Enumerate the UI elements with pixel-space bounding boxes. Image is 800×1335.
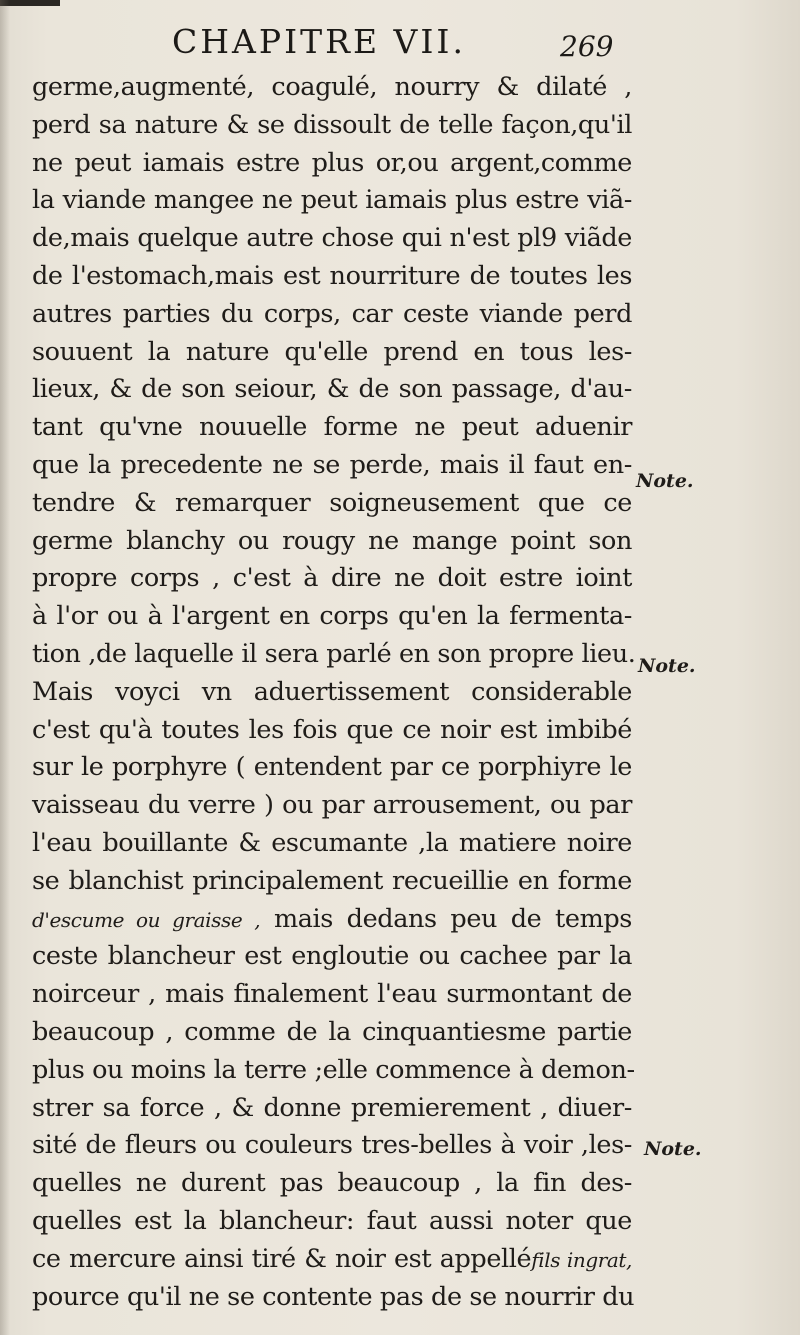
- text-line: ne peut iamais estre plus or,ou argent,comme: [32, 147, 632, 178]
- text-line: lieux, & de son seiour, & de son passage, d'au-: [32, 374, 632, 405]
- text-line: sité de fleurs ou couleurs tres-belles à voir ,les-: [32, 1130, 632, 1161]
- text-line: [32, 901, 632, 939]
- text-line: perd sa nature & se dissoult de telle façon,qu'il: [32, 109, 632, 140]
- margin-note: Note.: [638, 655, 696, 677]
- text-line: plus ou moins la terre ;elle commence à demon-: [32, 1054, 635, 1085]
- text-line: tant qu'vne nouuelle forme ne peut aduenir: [32, 412, 632, 443]
- text-line: de,mais quelque autre chose qui n'est pl9 viãde: [32, 223, 632, 254]
- text-line: vaisseau du verre ) ou par arrousement, ou par: [32, 790, 632, 821]
- gutter-shadow: [0, 0, 10, 1335]
- text-line: propre corps , c'est à dire ne doit estre ioint: [32, 563, 632, 594]
- text-line: quelles ne durent pas beaucoup , la fin des-: [32, 1168, 632, 1199]
- text-line: à l'or ou à l'argent en corps qu'en la fermenta-: [32, 601, 632, 632]
- text-line: l'eau bouillante & escumante ,la matiere noire: [32, 827, 632, 858]
- italic-phrase: fils ingrat,: [531, 1247, 632, 1272]
- text-line: tion ,de laquelle il sera parlé en son propre lieu.: [32, 638, 636, 669]
- text-line-start: ce mercure ainsi tiré & noir est appellé: [32, 1243, 532, 1274]
- text-line: ceste blancheur est engloutie ou cachee par la: [32, 941, 632, 972]
- text-line: strer sa force , & donne premierement , diuer-: [32, 1092, 632, 1123]
- text-line: Mais voyci vn aduertissement considerable: [32, 676, 632, 707]
- text-line: souuent la nature qu'elle prend en tous les-: [32, 336, 632, 367]
- text-line: c'est qu'à toutes les fois que ce noir est imbibé: [32, 714, 632, 745]
- text-line: germe blanchy ou rougy ne mange point son: [32, 525, 632, 556]
- text-line: de l'estomach,mais est nourriture de toutes les: [32, 260, 632, 291]
- page-number: 269: [560, 30, 614, 63]
- text-line: tendre & remarquer soigneusement que ce: [32, 487, 632, 518]
- margin-note: Note.: [636, 470, 694, 492]
- text-line: la viande mangee ne peut iamais plus estre viã-: [32, 185, 632, 216]
- italic-phrase: d'escume ou graisse ,: [32, 907, 261, 932]
- text-line: autres parties du corps, car ceste viande perd: [32, 298, 632, 329]
- text-line: beaucoup , comme de la cinquantiesme partie: [32, 1016, 632, 1047]
- text-line: [32, 1241, 632, 1279]
- margin-note: Note.: [644, 1138, 702, 1160]
- text-line: pource qu'il ne se contente pas de se nourrir du: [32, 1281, 635, 1312]
- text-line: se blanchist principalement recueillie en forme: [32, 865, 632, 896]
- text-line: germe,augmenté, coagulé, nourry & dilaté ,: [32, 72, 632, 102]
- body-text: [32, 69, 636, 1316]
- text-line: noirceur , mais finalement l'eau surmontant de: [32, 979, 632, 1010]
- text-line: que la precedente ne se perde, mais il faut en-: [32, 449, 632, 480]
- text-line: quelles est la blancheur: faut aussi noter que: [32, 1205, 632, 1236]
- text-line: sur le porphyre ( entendent par ce porphiyre le: [32, 752, 632, 783]
- running-head: CHAPITRE VII.: [172, 22, 466, 61]
- text-line-rest: mais dedans peu de temps: [273, 903, 632, 934]
